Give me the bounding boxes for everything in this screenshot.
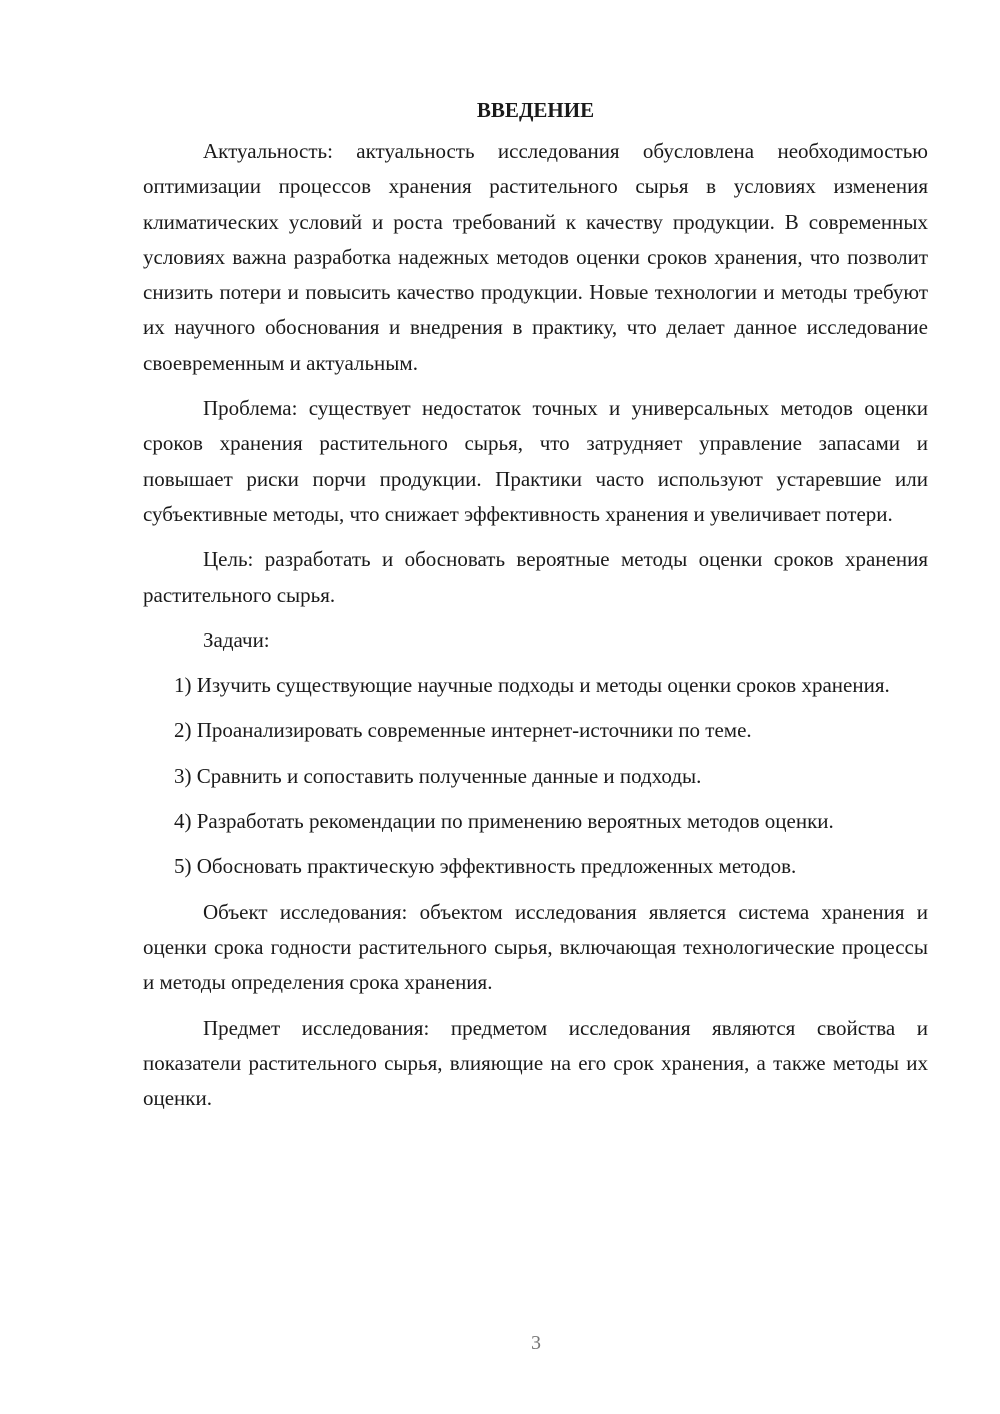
page-number: 3: [531, 1332, 541, 1354]
page-content: [143, 92, 928, 1126]
section-title: ВВЕДЕНИЕ: [476, 98, 595, 122]
paragraph-subject: Предмет исследования: предметом исследования являются свойства и показатели растительного сырья, влияющие на его срок хранения, а также методы их оценки.: [143, 1015, 928, 1111]
paragraph-goal: Цель: разработать и обосновать вероятные методы оценки сроков хранения растительного сырья.: [143, 547, 928, 607]
task-item: 5) Обосновать практическую эффективность предложенных методов.: [174, 854, 797, 879]
task-item: 3) Сравнить и сопоставить полученные данные и подходы.: [174, 763, 702, 788]
task-item: 1) Изучить существующие научные подходы и методы оценки сроков хранения.: [174, 673, 890, 698]
paragraph-object: Объект исследования: объектом исследования является система хранения и оценки срока годности растительного сырья, включающая технологические процессы и методы определения срока хранения.: [143, 899, 928, 995]
task-item: 4) Разработать рекомендации по применению вероятных методов оценки.: [174, 809, 834, 834]
paragraph-relevance: Актуальность: актуальность исследования обусловлена необходимостью оптимизации процессов хранения растительного сырья в условиях изменения климатических условий и роста требований к качеству продукции. В современных условиях важна разработка надежных методов оценки сроков хранения, что позволит снизить потери и повысить качество продукции. Новые технологии и методы требуют их научного обоснования и внедрения в практику, что делает данное исследование своевременным и актуальным.: [143, 139, 928, 375]
task-item: 2) Проанализировать современные интернет-источники по теме.: [174, 718, 752, 743]
paragraph-problem: Проблема: существует недостаток точных и универсальных методов оценки сроков хранения растительного сырья, что затрудняет управление запасами и повышает риски порчи продукции. Практики часто используют устаревшие или субъективные методы, что снижает эффективность хранения и увеличивает потери.: [143, 396, 928, 526]
tasks-label: Задачи:: [203, 627, 270, 652]
